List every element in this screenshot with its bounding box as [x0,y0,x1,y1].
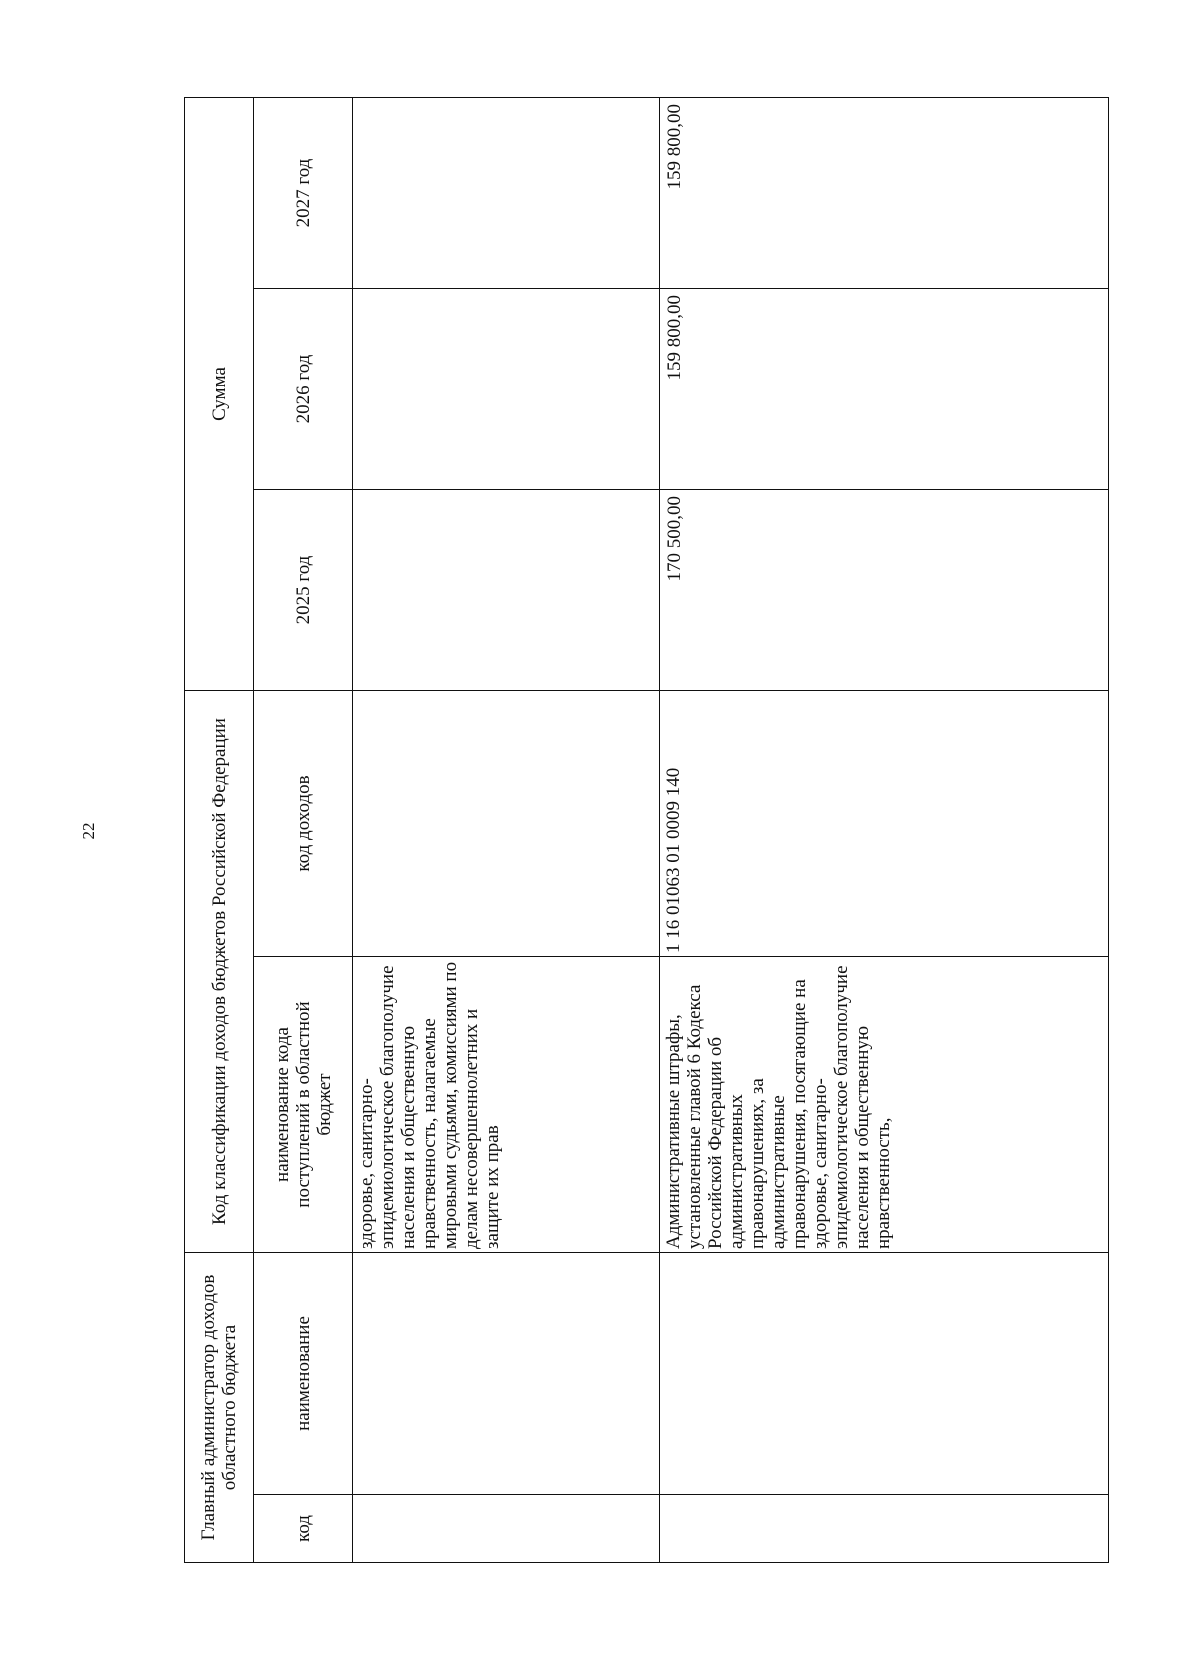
row-2-sum-2026: 159 800,00 [660,289,1109,490]
header-admin-code: код [254,1495,353,1563]
row-1-sum-2027 [353,97,660,288]
row-1-receipt-name: здоровье, санитарно-эпидемиологическое благополучие населения и общественную нравственность, налагаемые мировыми судьями, комиссиями по делам несовершеннолетних и защите их прав [353,957,660,1253]
header-receipt-name: наименование кода поступлений в областной бюджет [254,957,353,1253]
row-1-income-code [353,691,660,957]
row-2-receipt-name: Административные штрафы, установленные главой 6 Кодекса Российской Федерации об административных правонарушениях, за административные правонарушения, посягающие на здоровье, санитарно-эпидемиологическое благополучие населения и общественную нравственность, [660,957,1109,1253]
row-1-name [353,1253,660,1495]
header-year-2027: 2027 год [254,97,353,288]
row-1-sum-2026 [353,289,660,490]
header-admin-name: наименование [254,1253,353,1495]
header-year-2025: 2025 год [254,490,353,691]
row-2-code [660,1495,1109,1563]
row-1-code [353,1495,660,1563]
rotated-table-container [184,98,1110,1563]
table-row [660,97,1109,1562]
page-number: 22 [79,822,98,840]
row-2-sum-2027: 159 800,00 [660,97,1109,288]
row-2-name [660,1253,1109,1495]
budget-table [184,97,1109,1563]
row-2-sum-2025: 170 500,00 [660,490,1109,691]
row-2-income-code: 1 16 01063 01 0009 140 [660,691,1109,957]
row-1-sum-2025 [353,490,660,691]
table-row [353,97,660,1562]
header-classification-group: Код классификации доходов бюджетов Российской Федерации [185,691,254,1253]
header-sum-group: Сумма [185,97,254,690]
header-admin-group: Главный администратор доходов областного бюджета [185,1253,254,1563]
header-income-code: код доходов [254,691,353,957]
header-year-2026: 2026 год [254,289,353,490]
